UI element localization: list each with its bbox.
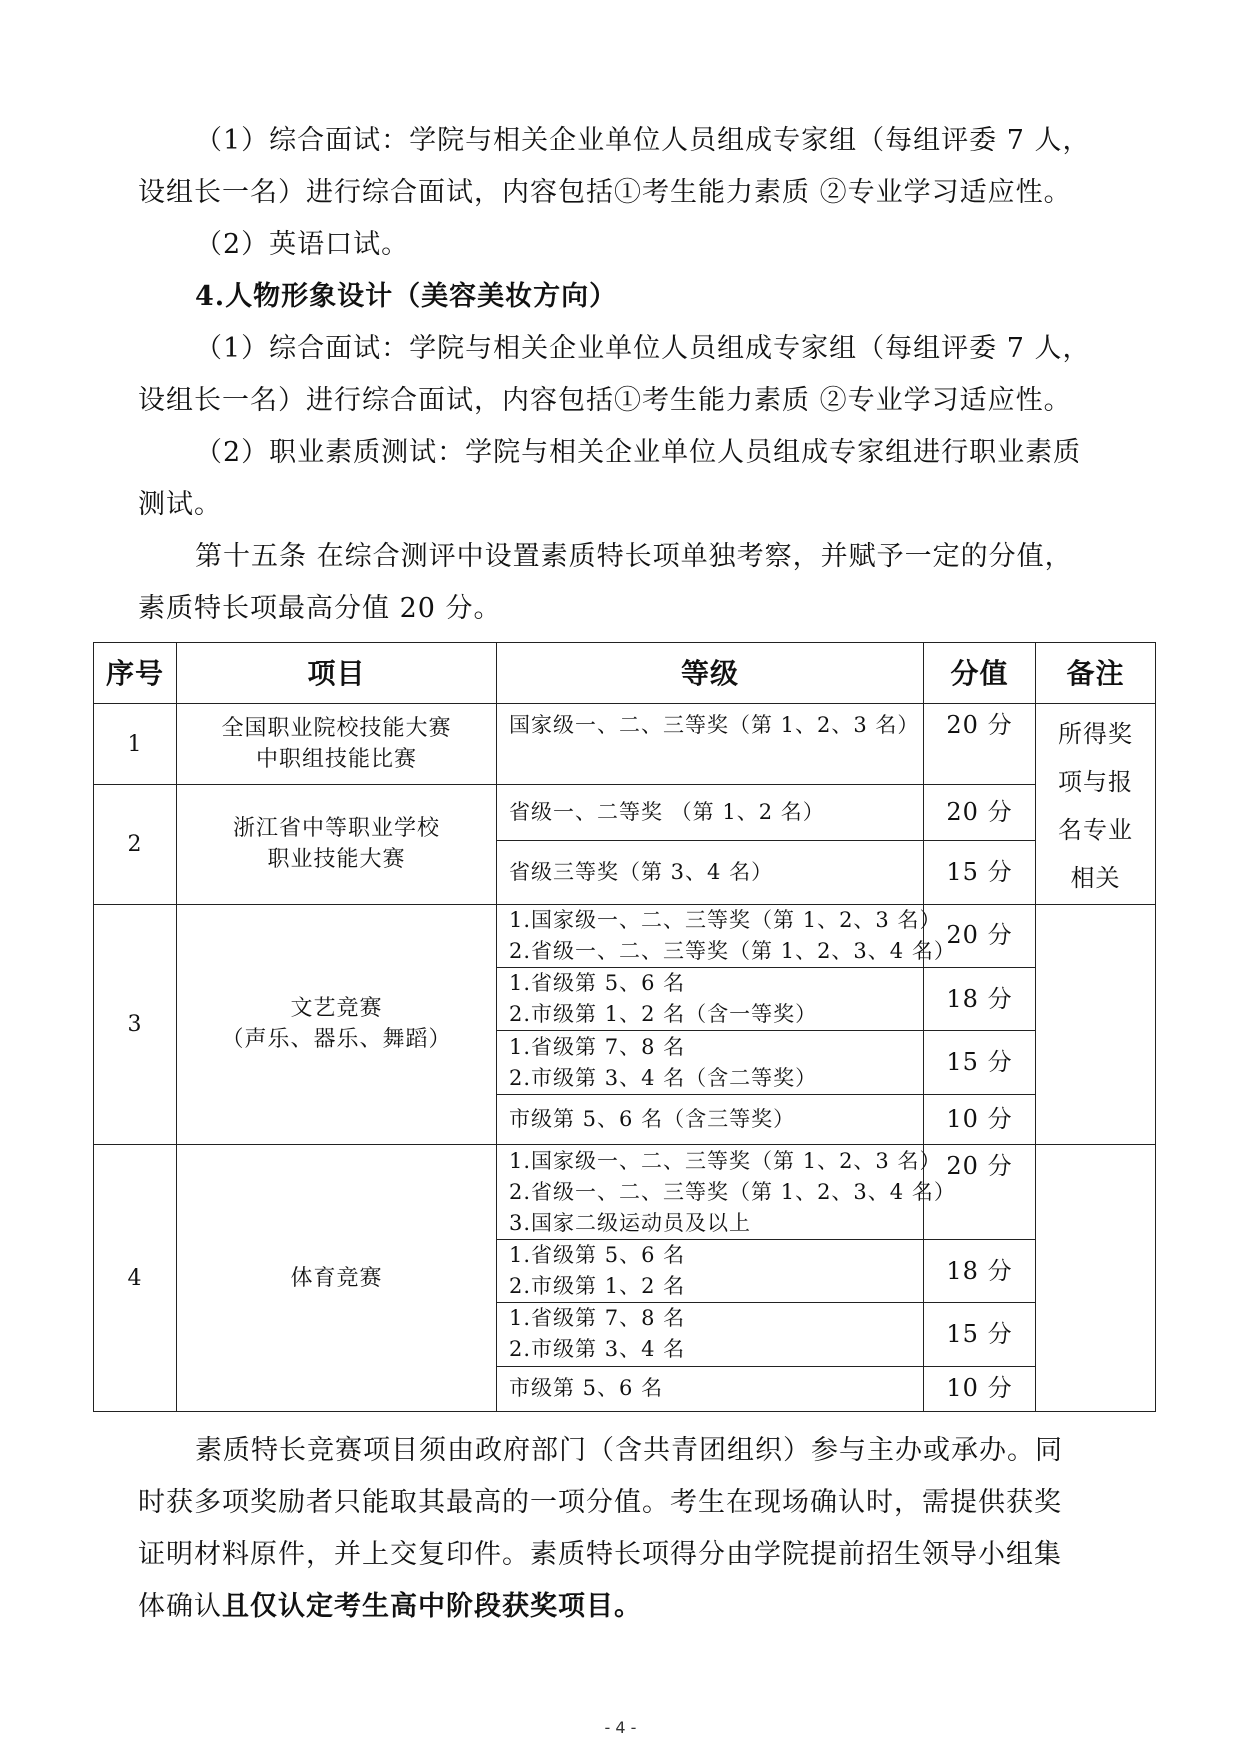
remark-empty [1036, 1145, 1156, 1412]
level-line: 2.市级第 1、2 名（含一等奖） [509, 1002, 818, 1027]
row-level [497, 968, 924, 1031]
table-row [94, 1145, 1156, 1240]
paragraph-interview-2: （1）综合面试：学院与相关企业单位人员组成专家组（每组评委 7 人， [195, 333, 1091, 364]
row-score: 15 分 [924, 1303, 1036, 1366]
table-row [94, 704, 1156, 785]
row-level: 市级第 5、6 名 [497, 1366, 924, 1411]
header-item: 项目 [177, 643, 497, 704]
level-line: 2.市级第 3、4 名 [509, 1337, 686, 1362]
header-score: 分值 [924, 643, 1036, 704]
header-no: 序号 [94, 643, 177, 704]
level-line: 3.国家二级运动员及以上 [509, 1210, 752, 1235]
row-level [497, 1239, 924, 1302]
paragraph-vocational-test-cont: 测试。 [138, 489, 222, 520]
paragraph-english-oral: （2）英语口试。 [195, 229, 410, 260]
row-score: 20 分 [924, 704, 1036, 785]
level-line: 2.市级第 1、2 名 [509, 1274, 686, 1299]
row-level [497, 1145, 956, 1240]
row-no: 1 [94, 704, 177, 785]
level-line: 1.省级第 7、8 名 [509, 1034, 686, 1059]
remark-line: 名专业 [1058, 816, 1133, 845]
row-level [497, 1303, 924, 1366]
page-number: - 4 - [604, 1718, 637, 1737]
header-remark: 备注 [1036, 643, 1156, 704]
paragraph-interview-1-cont: 设组长一名）进行综合面试，内容包括①考生能力素质 ②专业学习适应性。 [138, 177, 1072, 208]
row-score: 18 分 [924, 968, 1036, 1031]
paragraph-interview-2-cont: 设组长一名）进行综合面试，内容包括①考生能力素质 ②专业学习适应性。 [138, 385, 1072, 416]
row-no: 3 [94, 904, 177, 1145]
row-level [497, 904, 956, 967]
row-no: 4 [94, 1145, 177, 1412]
table-row [94, 904, 1156, 967]
row-score: 20 分 [924, 904, 1036, 967]
row-score: 10 分 [924, 1094, 1036, 1144]
row-score: 15 分 [924, 1031, 1036, 1094]
header-level: 等级 [497, 643, 924, 704]
table-header-row [94, 643, 1156, 704]
table-row [94, 784, 1156, 840]
item-line: 中职组技能比赛 [255, 747, 417, 773]
row-level: 市级第 5、6 名（含三等奖） [497, 1094, 924, 1144]
remark-empty [1036, 904, 1156, 1145]
item-line: 全国职业院校技能大赛 [221, 716, 452, 742]
paragraph-competition-rules-cont: 时获多项奖励者只能取其最高的一项分值。考生在现场确认时，需提供获奖 [138, 1487, 1062, 1518]
level-line: 2.省级一、二、三等奖（第 1、2、3、4 名） [509, 1179, 956, 1204]
level-line: 2.市级第 3、4 名（含二等奖） [509, 1065, 818, 1090]
paragraph-competition-rules-cont: 证明材料原件，并上交复印件。素质特长项得分由学院提前招生领导小组集 [138, 1539, 1062, 1570]
remark-line: 所得奖 [1058, 720, 1133, 749]
level-line: 1.省级第 7、8 名 [509, 1306, 686, 1331]
paragraph-interview-1: （1）综合面试：学院与相关企业单位人员组成专家组（每组评委 7 人， [195, 125, 1091, 156]
row-level [497, 1031, 924, 1094]
row-score: 20 分 [924, 784, 1036, 840]
level-line: 1.省级第 5、6 名 [509, 1243, 686, 1268]
level-line: 2.省级一、二、三等奖（第 1、2、3、4 名） [509, 938, 956, 963]
item-line: （声乐、器乐、舞蹈） [221, 1027, 452, 1053]
awards-table [93, 642, 1156, 1412]
paragraph-competition-rules-end [138, 1581, 1113, 1633]
row-score: 20 分 [924, 1145, 1036, 1240]
item-line: 职业技能大赛 [267, 847, 406, 873]
item-line: 文艺竞赛 [290, 996, 383, 1022]
row-level: 省级三等奖（第 3、4 名） [497, 841, 924, 904]
row-item [177, 704, 497, 785]
row-level: 国家级一、二、三等奖（第 1、2、3 名） [497, 704, 924, 785]
text-emphasis: 且仅认定考生高中阶段获奖项目。 [222, 1591, 642, 1622]
row-score: 10 分 [924, 1366, 1036, 1411]
paragraph-competition-rules: 素质特长竞赛项目须由政府部门（含共青团组织）参与主办或承办。同 [195, 1435, 1063, 1466]
remark-line: 相关 [1070, 864, 1121, 893]
row-level: 省级一、二等奖 （第 1、2 名） [497, 784, 924, 840]
row-score: 15 分 [924, 841, 1036, 904]
row-item [177, 784, 497, 904]
row-item [177, 904, 497, 1145]
section-heading-image-design: 4.人物形象设计（美容美妆方向） [195, 281, 618, 312]
level-line: 1.国家级一、二、三等奖（第 1、2、3 名） [509, 1148, 942, 1173]
row-no: 2 [94, 784, 177, 904]
paragraph-article-15-cont: 素质特长项最高分值 20 分。 [138, 593, 502, 624]
text-normal: 体确认 [138, 1591, 222, 1622]
remark-cell [1036, 704, 1156, 904]
paragraph-vocational-test: （2）职业素质测试：学院与相关企业单位人员组成专家组进行职业素质 [195, 437, 1082, 468]
row-score: 18 分 [924, 1239, 1036, 1302]
level-line: 1.省级第 5、6 名 [509, 971, 686, 996]
level-line: 1.国家级一、二、三等奖（第 1、2、3 名） [509, 907, 942, 932]
item-line: 浙江省中等职业学校 [232, 816, 440, 842]
row-item: 体育竞赛 [177, 1145, 497, 1412]
paragraph-article-15: 第十五条 在综合测评中设置素质特长项单独考察，并赋予一定的分值， [195, 541, 1073, 572]
remark-line: 项与报 [1058, 768, 1133, 797]
